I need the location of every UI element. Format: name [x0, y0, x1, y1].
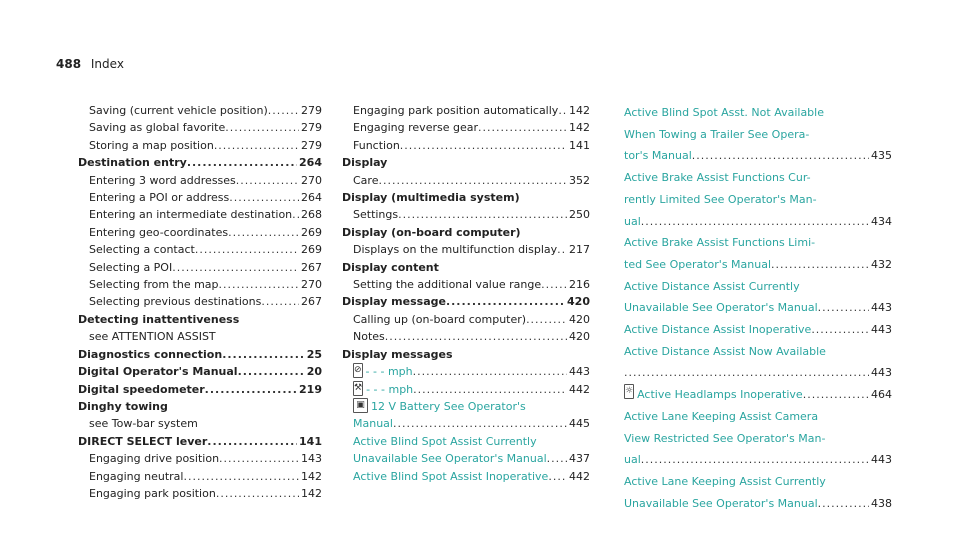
- index-entry: [342, 241, 590, 258]
- dot-leader: [225, 119, 299, 136]
- entry-text: - - - mph: [366, 382, 414, 396]
- index-link-entry[interactable]: [624, 362, 892, 384]
- dot-leader: [292, 206, 299, 223]
- dot-leader: [811, 319, 869, 341]
- dot-leader: [378, 172, 567, 189]
- entry-text: Digital Operator's Manual: [78, 365, 238, 379]
- index-entry: [78, 119, 322, 136]
- entry-text: Saving (current vehicle position): [89, 104, 268, 117]
- page-ref: 279: [301, 104, 322, 117]
- index-entry: [78, 293, 322, 310]
- entry-text: Detecting inattentiveness: [78, 312, 240, 326]
- dot-leader: [771, 254, 869, 276]
- index-link-entry[interactable]: [342, 450, 590, 467]
- entry-text: Active Lane Keeping Assist Currently: [624, 474, 826, 488]
- page-ref: 268: [301, 208, 322, 222]
- dot-leader: [393, 415, 567, 432]
- index-heading: [78, 346, 322, 363]
- page-ref: 267: [301, 260, 322, 274]
- index-entry: [342, 119, 590, 136]
- dot-leader: [641, 449, 869, 471]
- entry-text: Display: [342, 156, 388, 170]
- page-ref: 464: [871, 388, 892, 402]
- index-column-3: [624, 102, 892, 514]
- dot-leader: [183, 468, 299, 485]
- dot-leader: [400, 137, 567, 154]
- page-ref: 434: [871, 214, 892, 228]
- entry-text: Unavailable See Operator's Manual: [353, 452, 547, 466]
- page-ref: 435: [871, 149, 892, 163]
- page-ref: 270: [301, 278, 322, 292]
- entry-text: Dinghy towing: [78, 399, 168, 413]
- page-ref: 437: [569, 452, 590, 466]
- entry-text: Selecting a contact: [89, 243, 195, 257]
- dot-leader: [541, 276, 567, 293]
- entry-text: Unavailable See Operator's Manual: [624, 496, 818, 510]
- dot-leader: [558, 102, 567, 119]
- page-ref: 267: [301, 295, 322, 309]
- index-entry: [78, 172, 322, 189]
- entry-text: View Restricted See Operator's Man-: [624, 431, 826, 445]
- warning-symbol-icon: ⚒: [353, 381, 363, 396]
- entry-text: Engaging reverse gear: [353, 121, 478, 135]
- warning-symbol-icon: ☼: [624, 384, 634, 399]
- page-ref: 269: [301, 225, 322, 239]
- dot-leader: [413, 381, 567, 398]
- index-link-entry[interactable]: [624, 145, 892, 167]
- index-column-1: [78, 102, 322, 502]
- page-ref: 443: [569, 365, 590, 379]
- dot-leader: [268, 102, 299, 119]
- dot-leader: [413, 363, 567, 380]
- page-ref: 443: [871, 323, 892, 337]
- entry-text: Display (multimedia system): [342, 191, 520, 205]
- index-link-entry[interactable]: [342, 363, 590, 380]
- index-link-entry[interactable]: [624, 428, 892, 450]
- entry-text: Displays on the multifunction display: [353, 243, 558, 257]
- page-ref: 142: [301, 469, 322, 483]
- dot-leader: [195, 241, 299, 258]
- entry-text: Active Distance Assist Now Available: [624, 344, 826, 358]
- entry-text: Engaging neutral: [89, 469, 184, 483]
- entry-text: Active Brake Assist Functions Limi-: [624, 236, 816, 250]
- entry-text: Function: [353, 138, 400, 152]
- page-number: 488: [56, 57, 82, 71]
- entry-text: Active Headlamps Inoperative: [637, 388, 803, 402]
- index-heading: [78, 363, 322, 380]
- dot-leader: [228, 224, 299, 241]
- index-heading: [342, 224, 590, 241]
- dot-leader: [236, 172, 299, 189]
- dot-leader: [818, 297, 869, 319]
- page-ref: 217: [569, 243, 590, 257]
- dot-leader: [818, 493, 869, 515]
- dot-leader: [526, 311, 567, 328]
- index-link-entry[interactable]: [342, 468, 590, 485]
- dot-leader: [219, 450, 299, 467]
- dot-leader: [172, 259, 299, 276]
- entry-text: Manual: [353, 417, 393, 431]
- page-ref: 279: [301, 121, 322, 135]
- page-ref: 264: [301, 191, 322, 205]
- dot-leader: [229, 189, 299, 206]
- index-link-entry[interactable]: [624, 102, 892, 124]
- dot-leader: [222, 346, 304, 363]
- page-ref: 438: [871, 496, 892, 510]
- entry-text: 12 V Battery See Operator's: [371, 399, 526, 413]
- page-ref: 442: [569, 382, 590, 396]
- index-entry: [78, 450, 322, 467]
- page-ref: 264: [299, 156, 322, 170]
- dot-leader: [548, 468, 567, 485]
- index-column-2: [342, 102, 590, 485]
- page-ref: 219: [299, 382, 322, 396]
- entry-text: Entering geo-coordinates: [89, 225, 229, 239]
- entry-text: Diagnostics connection: [78, 347, 223, 361]
- entry-text: Active Blind Spot Assist Inoperative: [353, 469, 549, 483]
- index-heading: [78, 381, 322, 398]
- dot-leader: [478, 119, 567, 136]
- page-ref: 216: [569, 278, 590, 292]
- index-heading: [342, 293, 590, 310]
- index-heading: [78, 311, 322, 328]
- index-heading: [342, 189, 590, 206]
- entry-text: Digital speedometer: [78, 382, 205, 396]
- page-ref: 445: [569, 417, 590, 431]
- page-ref: 141: [299, 434, 322, 448]
- index-entry: [78, 241, 322, 258]
- entry-text: Entering an intermediate destination: [89, 208, 293, 222]
- entry-text: Engaging park position: [89, 486, 216, 500]
- dot-leader: [385, 328, 567, 345]
- entry-text: Settings: [353, 208, 399, 222]
- entry-text: Notes: [353, 330, 385, 344]
- dot-leader: [547, 450, 567, 467]
- entry-text: see Tow-bar system: [89, 417, 198, 431]
- entry-text: Unavailable See Operator's Manual: [624, 301, 818, 315]
- index-heading: [342, 154, 590, 171]
- entry-text: - - - mph: [365, 365, 413, 379]
- index-heading: [78, 154, 322, 171]
- section-title: Index: [90, 57, 124, 71]
- entry-text: Display messages: [342, 347, 453, 361]
- entry-text: Display (on-board computer): [342, 225, 521, 239]
- index-link-entry[interactable]: [624, 211, 892, 233]
- entry-text: Active Lane Keeping Assist Camera: [624, 409, 819, 423]
- dot-leader: [446, 293, 565, 310]
- index-entry: [342, 206, 590, 223]
- index-link-entry[interactable]: [624, 493, 892, 515]
- warning-symbol-icon: ⊘: [353, 363, 363, 378]
- dot-leader: [692, 145, 869, 167]
- index-entry: [78, 259, 322, 276]
- page-header: [56, 57, 124, 71]
- dot-leader: [216, 485, 299, 502]
- entry-text: Care: [353, 173, 379, 187]
- entry-text: Storing a map position: [89, 138, 214, 152]
- index-entry: [78, 137, 322, 154]
- index-entry: [78, 415, 322, 432]
- page-ref: 141: [569, 138, 590, 152]
- index-link-entry[interactable]: [624, 449, 892, 471]
- entry-text: Selecting from the map: [89, 278, 219, 292]
- dot-leader: [624, 362, 869, 384]
- entry-text: Calling up (on-board computer): [353, 312, 527, 326]
- index-link-entry[interactable]: [342, 381, 590, 398]
- entry-text: tor's Manual: [624, 149, 692, 163]
- dot-leader: [398, 206, 567, 223]
- index-entry: [342, 276, 590, 293]
- page-ref: 270: [301, 173, 322, 187]
- page-ref: 352: [569, 173, 590, 187]
- index-link-entry[interactable]: [342, 433, 590, 450]
- index-entry: [78, 468, 322, 485]
- entry-text: Engaging park position automatically: [353, 104, 559, 117]
- entry-text: Engaging drive position: [89, 452, 220, 466]
- page-ref: 420: [569, 330, 590, 344]
- entry-text: Active Blind Spot Assist Currently: [353, 434, 537, 448]
- page-ref: 250: [569, 208, 590, 222]
- dot-leader: [219, 276, 299, 293]
- index-entry: [342, 172, 590, 189]
- page-ref: 269: [301, 243, 322, 257]
- index-entry: [78, 276, 322, 293]
- index-link-entry[interactable]: [342, 415, 590, 432]
- page-ref: 143: [301, 452, 322, 466]
- dot-leader: [238, 363, 305, 380]
- index-entry: [342, 102, 590, 119]
- entry-text: Selecting previous destinations: [89, 295, 262, 309]
- dot-leader: [803, 384, 869, 406]
- index-link-entry[interactable]: [342, 398, 590, 415]
- entry-text: rently Limited See Operator's Man-: [624, 192, 817, 206]
- entry-text: Active Distance Assist Currently: [624, 279, 800, 293]
- page-ref: 420: [569, 312, 590, 326]
- index-entry: [78, 224, 322, 241]
- page-ref: 142: [301, 486, 322, 500]
- index-entry: [78, 189, 322, 206]
- page-ref: 20: [306, 365, 322, 379]
- dot-leader: [207, 433, 297, 450]
- entry-text: Active Brake Assist Functions Cur-: [624, 171, 811, 185]
- page-ref: 443: [871, 301, 892, 315]
- page-ref: 142: [569, 104, 590, 117]
- entry-text: Display content: [342, 260, 439, 274]
- page-ref: 142: [569, 121, 590, 135]
- index-heading: [78, 433, 322, 450]
- index-link-entry[interactable]: [624, 254, 892, 276]
- dot-leader: [187, 154, 297, 171]
- index-entry: [78, 328, 322, 345]
- entry-text: ted See Operator's Manual: [624, 257, 772, 271]
- page-ref: 443: [871, 366, 892, 380]
- index-link-entry[interactable]: [624, 124, 892, 146]
- entry-text: ual: [624, 453, 641, 467]
- entry-text: see ATTENTION ASSIST: [89, 330, 216, 344]
- entry-text: Saving as global favorite: [89, 121, 226, 135]
- dot-leader: [205, 381, 297, 398]
- index-entry: [342, 137, 590, 154]
- page-ref: 420: [567, 295, 590, 309]
- page-ref: 443: [871, 453, 892, 467]
- index-entry: [78, 206, 322, 223]
- entry-text: Active Distance Assist Inoperative: [624, 323, 812, 337]
- index-link-entry[interactable]: [624, 167, 892, 189]
- page-ref: 442: [569, 469, 590, 483]
- dot-leader: [557, 241, 567, 258]
- entry-text: When Towing a Trailer See Opera-: [624, 127, 810, 141]
- entry-text: Display message: [342, 295, 446, 309]
- index-link-entry[interactable]: [624, 384, 892, 406]
- entry-text: ual: [624, 214, 641, 228]
- entry-text: DIRECT SELECT lever: [78, 434, 208, 448]
- index-heading: [342, 346, 590, 363]
- index-link-entry[interactable]: [624, 189, 892, 211]
- index-link-entry[interactable]: [624, 276, 892, 298]
- index-heading: [78, 398, 322, 415]
- index-link-entry[interactable]: [624, 341, 892, 363]
- page-ref: 25: [306, 347, 322, 361]
- index-entry: [342, 311, 590, 328]
- index-link-entry[interactable]: [624, 471, 892, 493]
- index-entry: [78, 102, 322, 119]
- index-heading: [342, 259, 590, 276]
- dot-leader: [214, 137, 299, 154]
- index-entry: [78, 485, 322, 502]
- page-ref: 279: [301, 138, 322, 152]
- index-link-entry[interactable]: [624, 232, 892, 254]
- entry-text: Selecting a POI: [89, 260, 173, 274]
- index-link-entry[interactable]: [624, 406, 892, 428]
- index-link-entry[interactable]: [624, 297, 892, 319]
- page-ref: 432: [871, 257, 892, 271]
- entry-text: Entering a POI or address: [89, 191, 230, 205]
- entry-text: Setting the additional value range: [353, 278, 542, 292]
- entry-text: Active Blind Spot Asst. Not Available: [624, 106, 824, 119]
- index-entry: [342, 328, 590, 345]
- warning-symbol-icon: ▣: [353, 398, 368, 413]
- entry-text: Entering 3 word addresses: [89, 173, 236, 187]
- dot-leader: [641, 211, 869, 233]
- index-link-entry[interactable]: [624, 319, 892, 341]
- dot-leader: [261, 293, 299, 310]
- entry-text: Destination entry: [78, 156, 187, 170]
